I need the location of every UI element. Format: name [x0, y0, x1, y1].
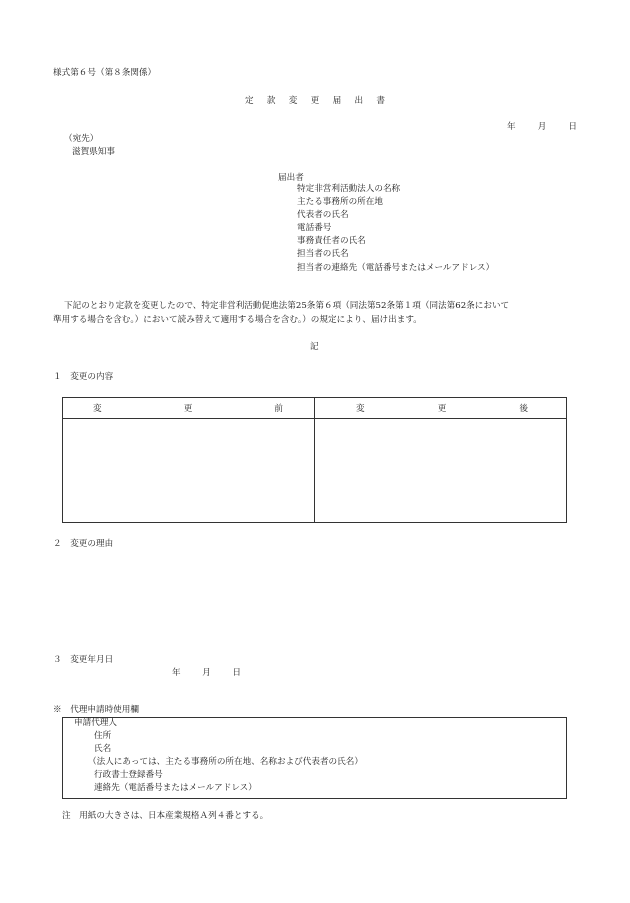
before-header-char: 前 — [274, 404, 283, 414]
footnote: 注 用紙の大きさは、日本産業規格Ａ列４番とする。 — [62, 811, 269, 821]
notifier-item: 担当者の連絡先（電話番号またはメールアドレス） — [297, 262, 495, 273]
section-2-title: ２ 変更の理由 — [53, 539, 114, 549]
notifier-items — [297, 184, 494, 276]
before-content-cell[interactable] — [63, 419, 314, 522]
title-char: 定 — [245, 96, 254, 106]
title-char: 変 — [288, 96, 298, 106]
after-header-char: 後 — [519, 404, 528, 414]
after-content-cell[interactable] — [315, 419, 566, 522]
document-title — [245, 96, 385, 106]
change-content-table — [62, 397, 567, 523]
notifier-item: 特定非営利活動法人の名称 — [297, 184, 401, 194]
change-date-month: 月 — [202, 668, 211, 678]
change-date-day: 日 — [232, 668, 241, 678]
before-header — [93, 404, 283, 414]
ki-heading: 記 — [310, 342, 319, 352]
body-text-line-2: 準用する場合を含む。）において読み替えて適用する場合を含む。）の規定により、届け出ます。 — [53, 315, 422, 325]
addressee-name: 滋賀県知事 — [72, 147, 115, 157]
proxy-section-title: ※ 代理申請時使用欄 — [53, 705, 139, 715]
title-char: 出 — [354, 96, 364, 106]
section-1-title: １ 変更の内容 — [53, 372, 114, 382]
before-header-char: 更 — [183, 404, 193, 414]
change-date — [172, 668, 241, 678]
notifier-item: 事務責任者の氏名 — [297, 236, 366, 247]
after-header-char: 変 — [356, 404, 365, 414]
proxy-lines — [74, 718, 363, 797]
proxy-name-label: 氏名 — [94, 744, 112, 755]
before-header-char: 変 — [93, 404, 102, 414]
date-year: 年 — [507, 122, 516, 132]
notifier-heading: 届出者 — [278, 173, 304, 183]
date-month: 月 — [537, 122, 547, 132]
proxy-address-label: 住所 — [94, 731, 112, 742]
after-header-char: 更 — [437, 404, 447, 414]
title-char: 款 — [266, 96, 276, 106]
proxy-corporate-note: （法人にあっては、主たる事務所の所在地、名称および代表者の氏名） — [88, 757, 363, 768]
form-number: 様式第６号（第８条関係） — [53, 68, 157, 78]
proxy-contact-label: 連絡先（電話番号またはメールアドレス） — [94, 783, 257, 794]
notifier-item: 代表者の氏名 — [297, 210, 349, 221]
after-header — [356, 404, 528, 414]
section-3-title: ３ 変更年月日 — [53, 655, 114, 665]
submission-date — [507, 122, 577, 132]
notifier-item: 主たる事務所の所在地 — [297, 197, 383, 208]
title-char: 書 — [376, 96, 385, 106]
proxy-applicant-label: 申請代理人 — [74, 718, 117, 728]
title-char: 更 — [310, 96, 320, 106]
body-text-line-1: 下記のとおり定款を変更したので、特定非営利活動促進法第25条第６項（同法第52条第１項（同法第62条において — [64, 301, 510, 311]
addressee-label: （宛先） — [64, 134, 99, 144]
date-day: 日 — [568, 122, 577, 132]
change-date-year: 年 — [172, 668, 181, 678]
notifier-item: 担当者の氏名 — [297, 249, 349, 260]
title-char: 届 — [332, 96, 342, 106]
proxy-registration-label: 行政書士登録番号 — [94, 770, 163, 781]
proxy-box — [62, 717, 567, 799]
notifier-item: 電話番号 — [297, 223, 332, 234]
